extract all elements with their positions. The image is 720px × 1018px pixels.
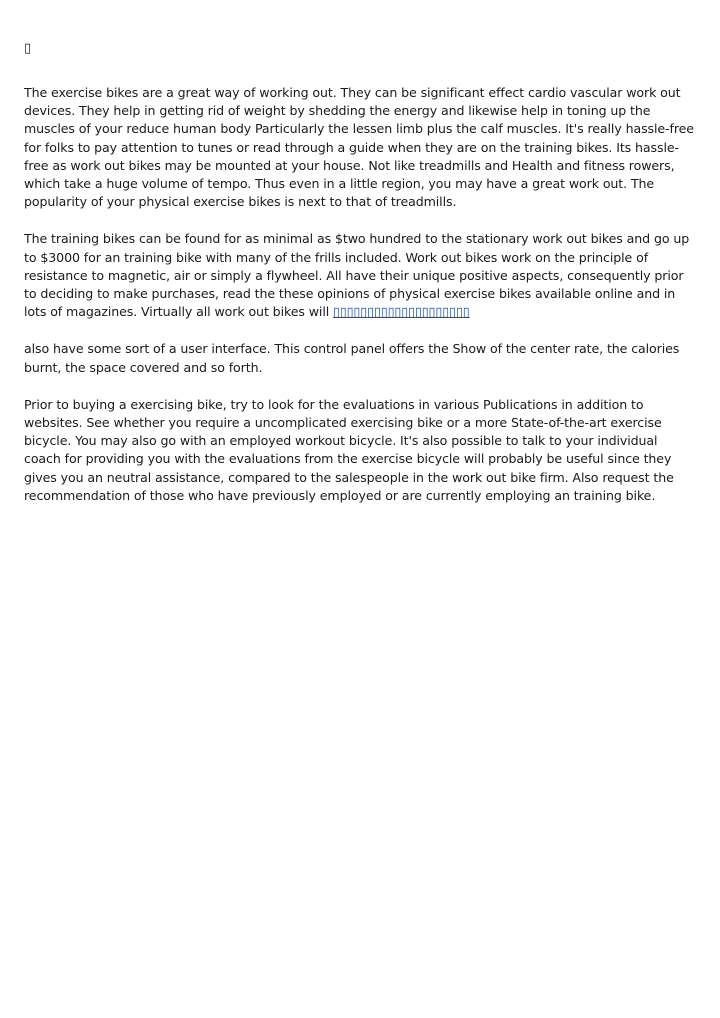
paragraph-4: Prior to buying a exercising bike, try to look for the evaluations in various Publications in addition to websites. See whether you require a uncomplicated exercising bike or a more State-of-the-art exercise bicycle. You may also go with an employed workout bicycle. It's also possible to talk to your individual coach for providing you with the evaluations from the exercise bicycle will probably be useful since they gives you an neutral assistance, compared to the salespeople in the work out bike firm. Also request the recommendation of those who have previously employed or are currently employing an training bike. xyxy=(24,396,674,503)
paragraph-2-text: The training bikes can be found for as minimal as $two hundred to the stationary work out bikes and go up to $3000 for an training bike with many of the frills included. Work out bikes work on the principle of resistance to magnetic, air or simply a flywheel. All have their unique positive aspects, consequently prior to deciding to make purchases, read the these opinions of physical exercise bikes available online and in lots of magazines. Virtually all work out bikes will xyxy=(24,231,690,320)
paragraph-3: also have some sort of a user interface. This control panel offers the Show of the center rate, the calories burnt, the space covered and so forth. xyxy=(24,341,680,375)
inline-link[interactable]: ▯▯▯▯▯▯▯▯▯▯▯▯▯▯▯▯▯▯▯▯ xyxy=(333,304,470,320)
document-page xyxy=(24,40,696,524)
paragraph-2 xyxy=(24,230,696,321)
missing-glyph-icon: ▯ xyxy=(24,41,32,56)
paragraph-1: The exercise bikes are a great way of working out. They can be significant effect cardio vascular work out devices. They help in getting rid of weight by shedding the energy and likewise help in toning up the muscles of your reduce human body Particularly the lessen limb plus the calf muscles. It's really hassle-free for folks to pay attention to tunes or read through a guide when they are on the training bikes. Its hassle-free as work out bikes may be mounted at your house. Not like treadmills and Health and fitness rowers, which take a huge volume of tempo. Thus even in a little region, you may have a great work out. The popularity of your physical exercise bikes is next to that of treadmills. xyxy=(24,85,694,210)
